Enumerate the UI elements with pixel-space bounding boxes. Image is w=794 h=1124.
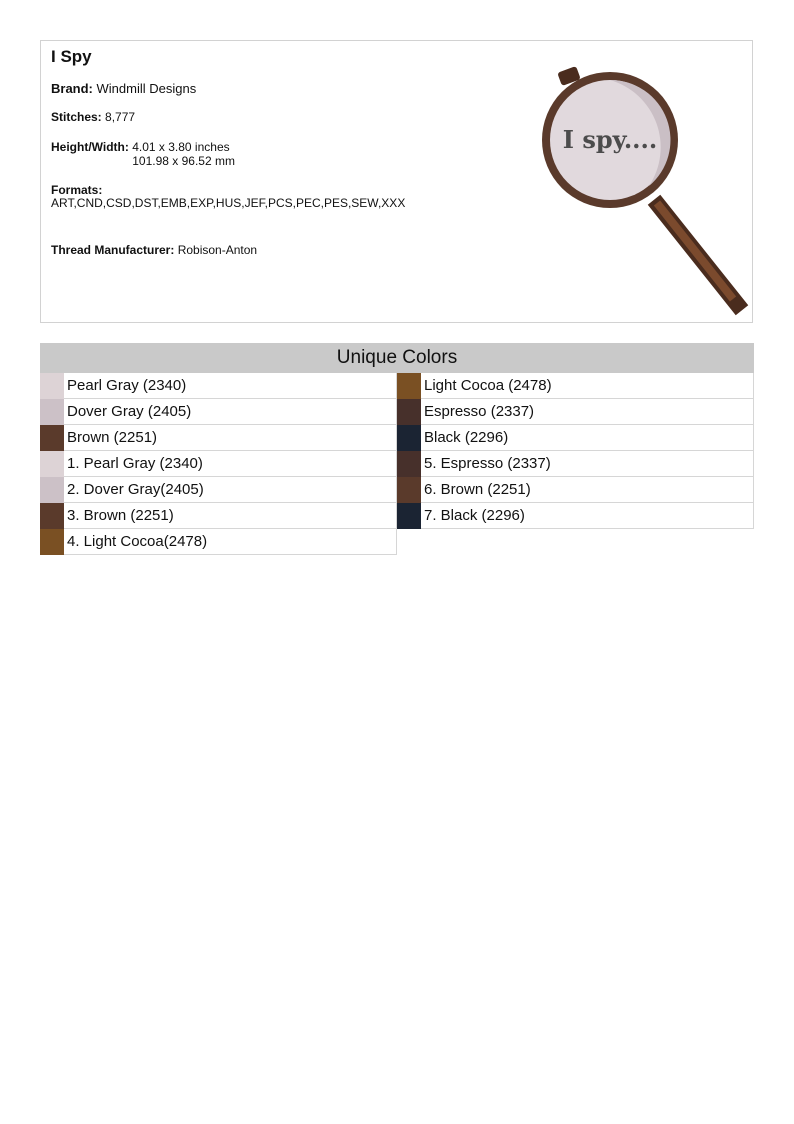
color-row <box>40 529 397 555</box>
magnifying-glass-artwork <box>499 51 754 321</box>
size-label: Height/Width: <box>51 140 129 154</box>
color-label: 1. Pearl Gray (2340) <box>67 455 203 472</box>
color-row <box>397 477 754 503</box>
color-label: 3. Brown (2251) <box>67 507 174 524</box>
artwork-text: I spy.... <box>562 125 658 154</box>
color-label: Light Cocoa (2478) <box>424 377 552 394</box>
formats-value: ART,CND,CSD,DST,EMB,EXP,HUS,JEF,PCS,PEC,PES,SEW,XXX <box>51 196 406 210</box>
size-mm: 101.98 x 96.52 mm <box>132 154 235 168</box>
color-swatch <box>397 451 421 477</box>
size-row <box>51 140 235 168</box>
size-inches: 4.01 x 3.80 inches <box>132 140 230 154</box>
colors-column-right <box>397 373 754 529</box>
magnifier-handle-highlight <box>657 203 733 299</box>
formats-row <box>51 184 491 210</box>
thread-row <box>51 243 257 257</box>
brand-row <box>51 81 196 96</box>
color-row <box>40 425 397 451</box>
color-swatch <box>40 477 64 503</box>
color-row <box>40 399 397 425</box>
brand-value: Windmill Designs <box>96 81 197 96</box>
unique-colors-table <box>40 343 754 550</box>
stitches-row <box>51 110 135 124</box>
color-row <box>397 373 754 399</box>
color-swatch <box>397 503 421 529</box>
color-swatch <box>40 529 64 555</box>
color-label: Dover Gray (2405) <box>67 403 192 420</box>
color-swatch <box>40 373 64 399</box>
color-label: Espresso (2337) <box>424 403 535 420</box>
color-swatch <box>397 373 421 399</box>
color-row <box>40 373 397 399</box>
color-swatch <box>40 451 64 477</box>
formats-label: Formats: <box>51 183 103 197</box>
color-label: 6. Brown (2251) <box>424 481 531 498</box>
color-label: 2. Dover Gray(2405) <box>67 481 204 498</box>
color-swatch <box>397 425 421 451</box>
color-swatch <box>397 477 421 503</box>
color-row <box>397 451 754 477</box>
colors-column-left <box>40 373 397 555</box>
color-row <box>40 503 397 529</box>
color-label: Brown (2251) <box>67 429 158 446</box>
color-row <box>397 503 754 529</box>
thread-value: Robison-Anton <box>177 243 258 257</box>
color-row <box>40 477 397 503</box>
color-label: Pearl Gray (2340) <box>67 377 187 394</box>
color-label: 5. Espresso (2337) <box>424 455 551 472</box>
color-swatch <box>397 399 421 425</box>
color-row <box>397 399 754 425</box>
color-swatch <box>40 425 64 451</box>
color-label: Black (2296) <box>424 429 509 446</box>
brand-label: Brand: <box>51 81 93 96</box>
thread-label: Thread Manufacturer: <box>51 243 175 257</box>
design-title: I Spy <box>51 47 92 66</box>
color-swatch <box>40 503 64 529</box>
color-swatch <box>40 399 64 425</box>
color-row <box>40 451 397 477</box>
design-info-card <box>40 40 753 323</box>
unique-colors-heading: Unique Colors <box>40 343 754 373</box>
color-row <box>397 425 754 451</box>
size-values <box>132 140 235 168</box>
color-label: 7. Black (2296) <box>424 507 525 524</box>
color-label: 4. Light Cocoa(2478) <box>67 533 208 550</box>
stitches-label: Stitches: <box>51 110 102 124</box>
stitches-value: 8,777 <box>105 110 136 124</box>
